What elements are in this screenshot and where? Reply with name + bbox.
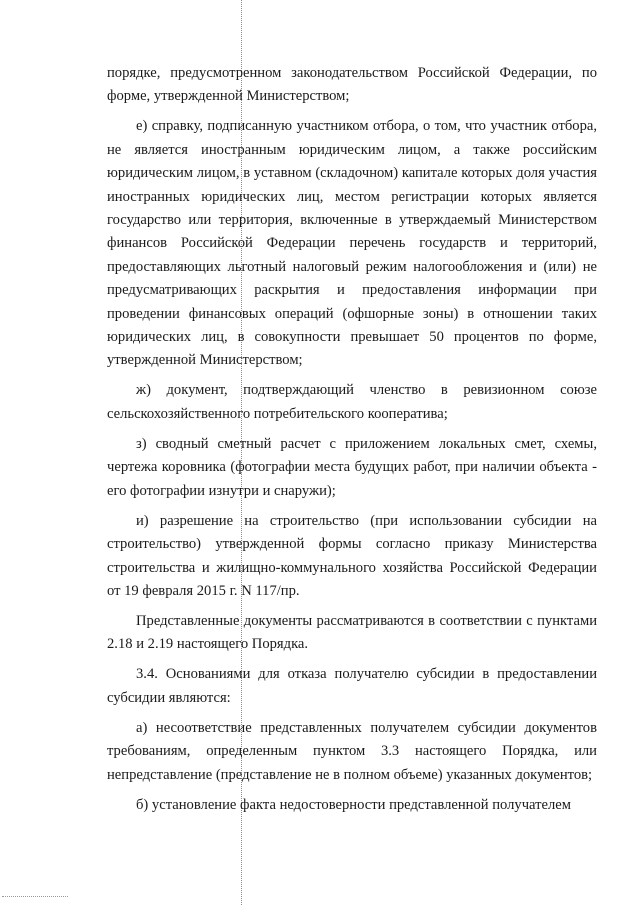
paragraph-section-3-4: 3.4. Основаниями для отказа получателю субсидии в предоставлении субсидии являются: — [107, 666, 597, 706]
paragraph-item-zh: ж) документ, подтверждающий членство в ревизионном союзе сельскохозяйственного потребительского кооператива; — [107, 382, 597, 422]
paragraph-documents-review: Представленные документы рассматриваются в соответствии с пунктами 2.18 и 2.19 настоящего Порядка. — [107, 612, 597, 653]
document-body — [107, 62, 597, 822]
paragraph-item-z: з) сводный сметный расчет с приложением локальных смет, схемы, чертежа коровника (фотографии места будущих работ, при наличии объекта - его фотографии изнутри и снаружи); — [107, 435, 597, 499]
footer-dotted-line — [2, 896, 68, 897]
paragraph-item-e: е) справку, подписанную участником отбора, о том, что участник отбора, не является иностранным юридическим лицом, а также российским юридическим лицом, в уставном (складочном) капитале которых доля участия иностранных юридических лиц, местом регистрации которых является государство или территория, включенные в утверждаемый Министерством финансов Российской Федерации перечень государств и территорий, предоставляющих льготный налоговый режим налогообложения и (или) не предусматривающих раскрытия и предоставления информации при проведении финансовых операций (офшорные зоны) в отношении таких юридических лиц, в совокупности превышает 50 процентов по форме, утвержденной Министерством; — [107, 118, 597, 369]
paragraph-continuation: порядке, предусмотренном законодательством Российской Федерации, по форме, утвержденной Министерством; — [107, 65, 597, 105]
paragraph-item-b: б) установление факта недостоверности представленной получателем — [136, 796, 572, 813]
paragraph-item-a: а) несоответствие представленных получателем субсидии документов требованиям, определенным пунктом 3.3 настоящего Порядка, или непредставление (представление не в полном объеме) указанных документов; — [107, 719, 597, 783]
paragraph-item-i: и) разрешение на строительство (при использовании субсидии на строительство) утвержденной формы согласно приказу Министерства строительства и жилищно-коммунального хозяйства Российской Федерации от 19 февраля 2015 г. N 117/пр. — [107, 512, 597, 599]
